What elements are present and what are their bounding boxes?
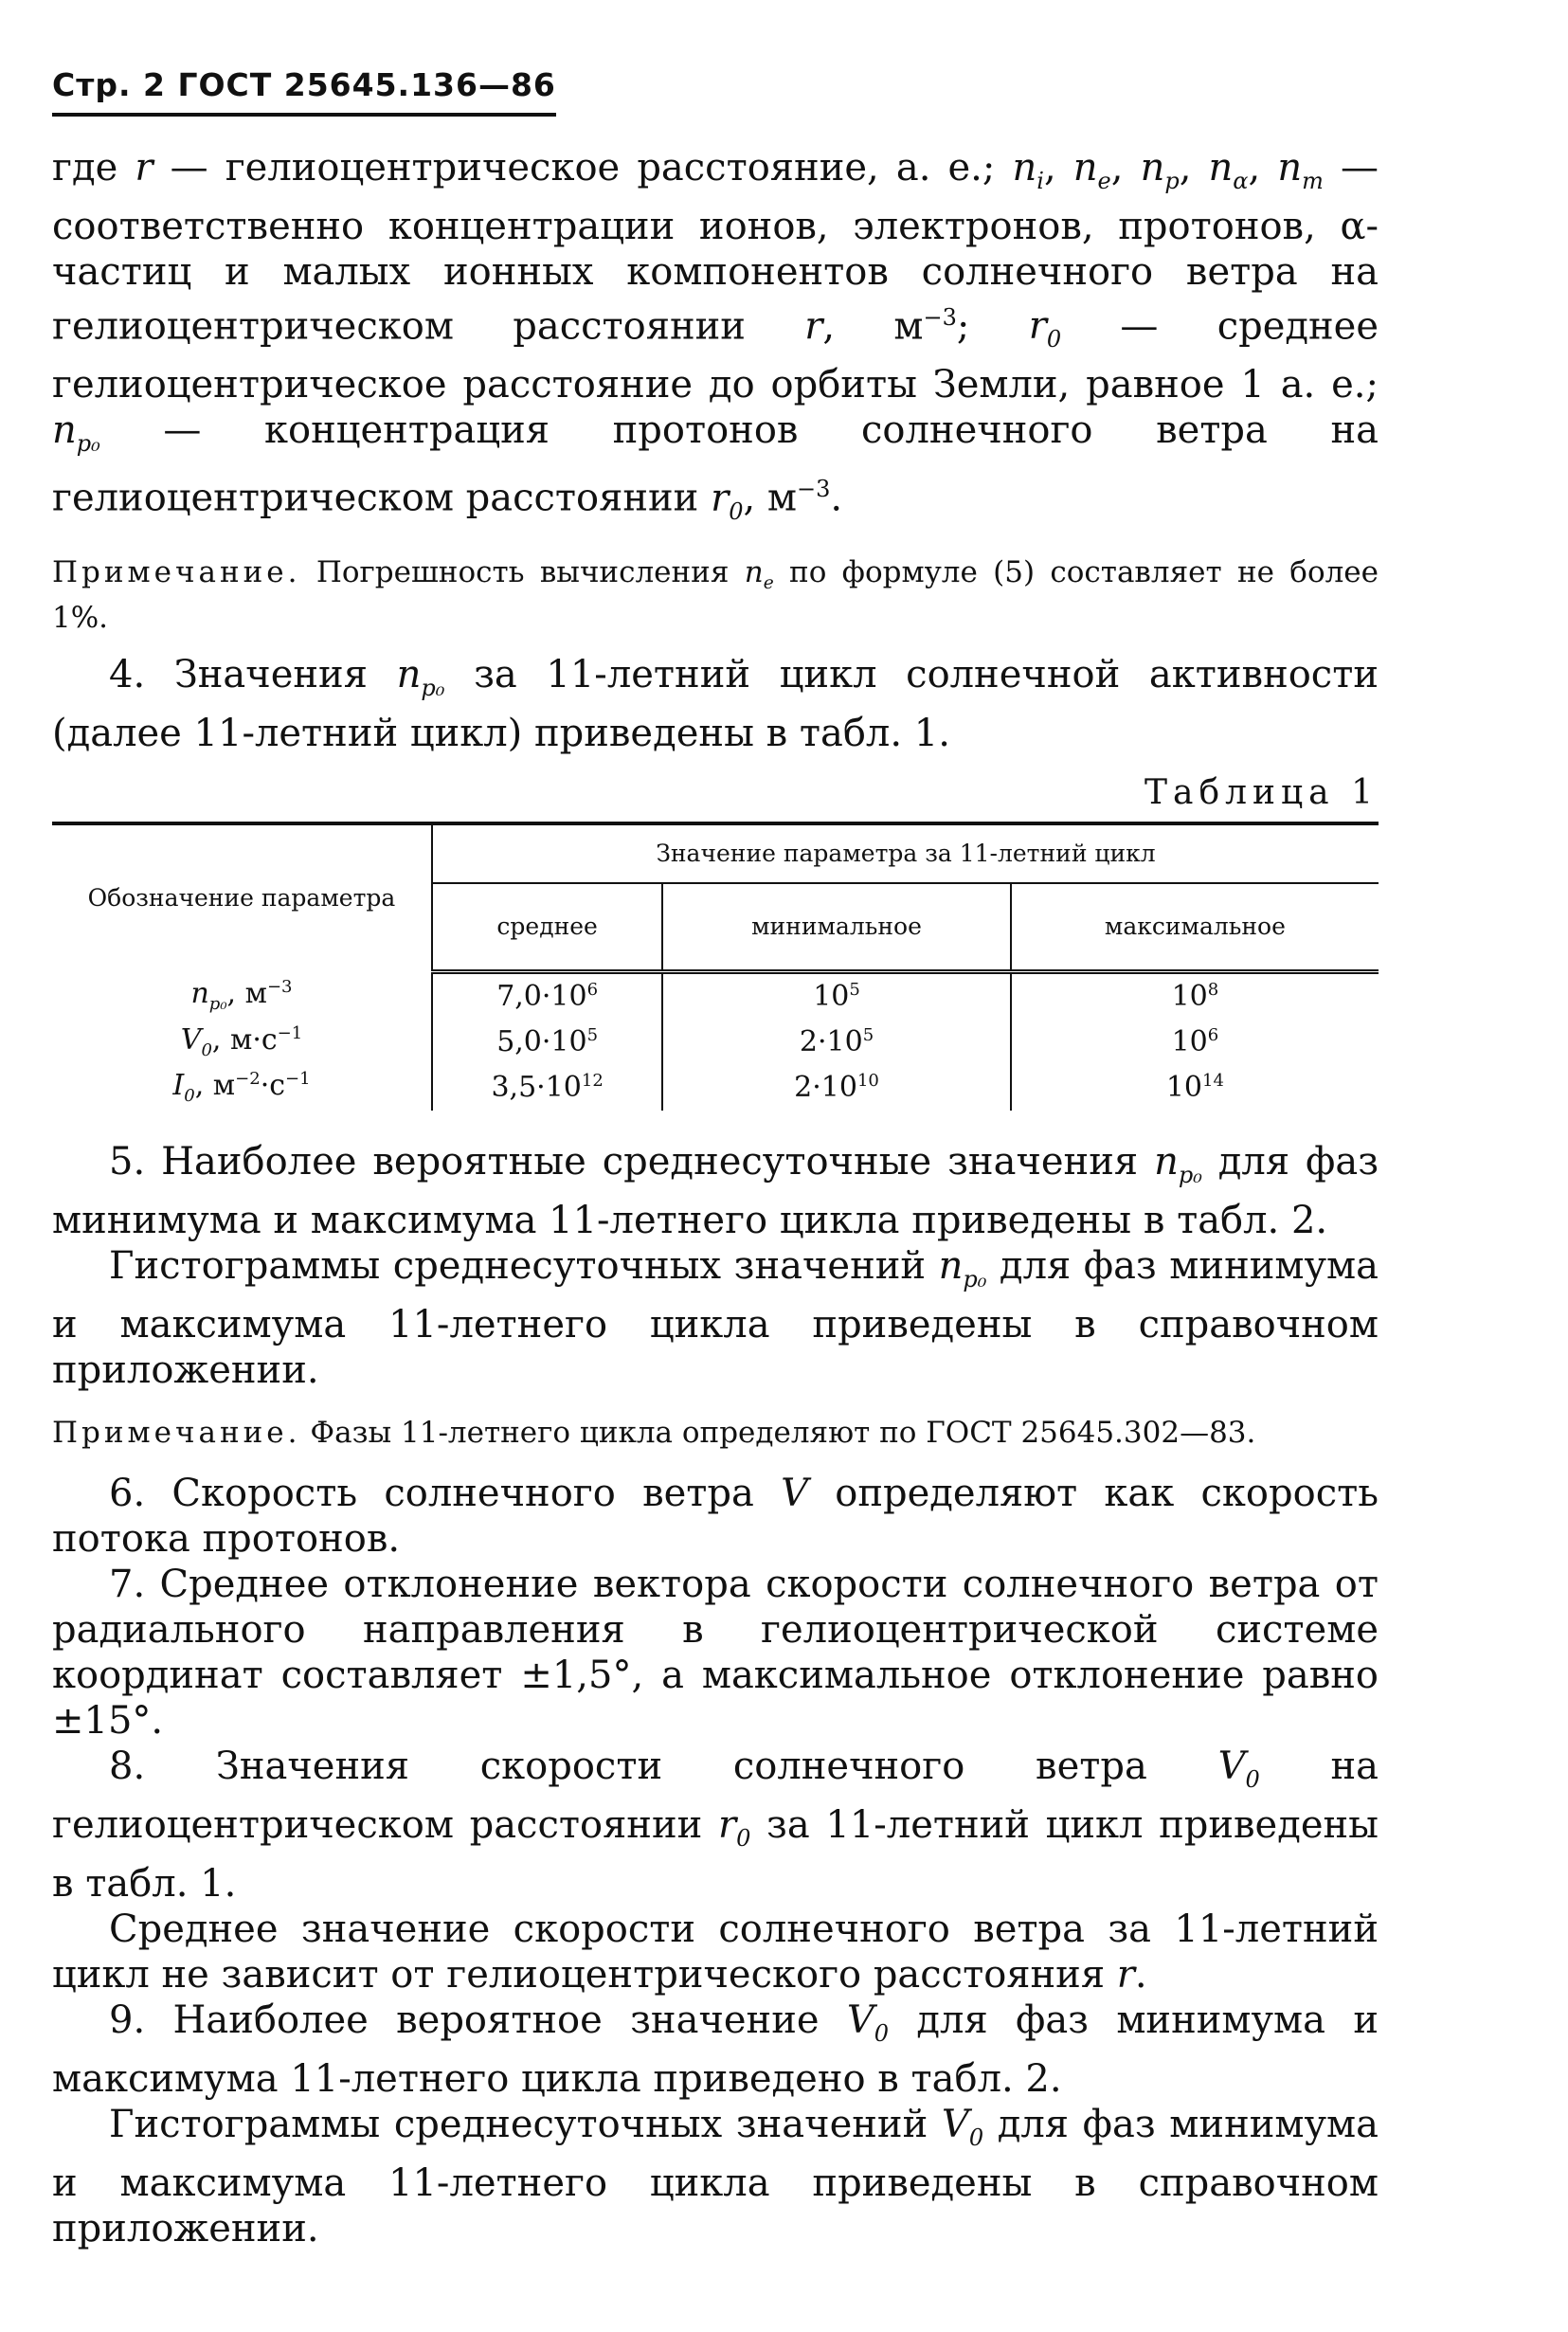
text: . [1134,1952,1147,1997]
text: 6. Скорость солнечного ветра [109,1471,754,1515]
text: Фазы 11-летнего цикла определяют по ГОСТ 25645.302—83. [300,1415,1256,1450]
text: — среднее гелиоцентрическое расстояние до орбиты Земли, равное 1 а. е.; [52,304,1379,407]
item-4 [52,652,1379,756]
symbol: V [781,1471,808,1515]
text: Гистограммы среднесуточных значений [109,2102,928,2146]
note-1 [52,555,1379,635]
text: для фаз минимума и максимума 11-летнего цикла приведены в табл. 2. [52,1139,1379,1242]
value-max: $10^{14}$ [1165,1071,1224,1105]
text: 8. Значения скорости солнечного ветра [109,1744,1147,1788]
column-header-min: минимальное [662,883,1011,972]
symbol: $r_0$ [717,1802,751,1852]
param-symbol: $I_0$, $м^{-2}\cdot с^{-1}$ [52,1065,432,1111]
group-header: Значение параметра за 11-летний цикл [432,823,1379,883]
symbol: $n_e$ [1072,146,1111,194]
symbol: $r_0$ [1028,304,1062,353]
text: . [830,476,843,520]
table-caption: Таблица 1 [1144,772,1379,812]
exponent: −3 [797,476,831,503]
value-mean: $3,5\cdot 10^{12}$ [432,1065,662,1111]
value-mean: $5,0\cdot 10^5$ [432,1020,662,1065]
symbol: $n_i$ [1012,146,1044,194]
page [52,66,1379,2251]
note-2 [52,1416,1379,1450]
item-5 [52,1139,1379,1243]
value-mean: $7,0\cdot 10^6$ [432,971,662,1020]
symbol: $V_0$ [941,2102,984,2151]
text: по формуле (5) составляет не более 1%. [52,554,1379,635]
header-text: Стр. 2 ГОСТ 25645.136—86 [52,66,556,103]
text: Погрешность вычисления [300,554,730,589]
parameters-table [52,822,1379,1111]
exponent: −3 [923,304,957,331]
param-header: Обозначение параметра [52,823,432,972]
definitions-paragraph: где r — гелиоцентрическое расстояние, а. е.; $n_i$, $n_e$, $n_p$, $n_\alpha$, $n_m$ — соответственно концентрации ионов, электронов, протонов, α-частиц и малых ионных компонентов солнечного ветра на гелиоцентрическом расстоянии r, $м^{-3}$; $r_0$ — среднее гелиоцентрическое расстояние до орбиты Земли, равное 1 а. е.; $n_{p_0}$ — концентрация протонов солнечного ветра на гелиоцентрическом расстоянии $r_0$, $м^{-3}$. [52,146,1379,525]
symbol: r [135,146,153,190]
histograms-paragraph-1 [52,1243,1379,1393]
value-min: $2\cdot 10^5$ [662,1020,1011,1065]
table-row [52,1020,1379,1065]
symbol: $n_{p_0}$ [1154,1139,1202,1188]
param-symbol: $n_{p_0}$, $м^{-3}$ [52,971,432,1020]
symbol: $n_\alpha$ [1208,146,1249,194]
value-min: $10^5$ [662,971,1011,1020]
column-header-max: максимальное [1011,883,1379,972]
symbol: $n_e$ [744,554,774,593]
table-row [52,1065,1379,1111]
text: — концентрация протонов солнечного ветра на гелиоцентрическом расстоянии [52,408,1379,520]
text: для фаз минимума и максимума 11-летнего цикла приведено в табл. 2. [52,1998,1379,2101]
param-symbol: $V_0$, $м\cdot с^{-1}$ [52,1020,432,1065]
text: , м [743,476,798,520]
text: за 11-летний цикл приведены в табл. 1. [52,1802,1379,1906]
text: для фаз минимума и максимума 11-летнего цикла приведены в справочном приложении. [52,2102,1379,2251]
mean-speed-paragraph [52,1907,1379,1998]
text: для фаз минимума и максимума 11-летнего цикла приведены в справочном приложении. [52,1243,1379,1392]
symbol: $V_0$ [1217,1744,1260,1793]
text: 9. Наиболее вероятное значение [109,1998,820,2042]
text: на гелиоцентрическом расстоянии [52,1744,1379,1847]
item-8 [52,1744,1379,1907]
text: 4. Значения [109,652,368,696]
item-6 [52,1471,1379,1562]
text: определяют как скорость потока протонов. [52,1471,1379,1561]
table-row [52,971,1379,1020]
value-max: $10^6$ [1171,1025,1219,1059]
item-7: 7. Среднее отклонение вектора скорости солнечного ветра от радиального направления в гелиоцентрической системе координат составляет ±1,5°, а максимальное отклонение равно ±15°. [52,1562,1379,1743]
symbol: $n_m$ [1277,146,1324,194]
symbol: $V_0$ [846,1998,890,2047]
symbol: $n_{p_0}$ [52,408,100,458]
text: за 11-летний цикл солнечной активности (далее 11-летний цикл) приведены в табл. 1. [52,652,1379,755]
text: Гистограммы среднесуточных значений [109,1243,927,1288]
column-header-mean: среднее [432,883,662,972]
text: где [52,146,118,190]
symbol: $n_p$ [1140,146,1180,194]
note-label: Примечание. [52,1415,301,1450]
symbol: r [804,304,823,349]
item-9 [52,1998,1379,2102]
page-header [52,66,556,117]
text: Среднее значение скорости солнечного ветра за 11-летний цикл не зависит от гелиоцентрического расстояния [52,1907,1379,1997]
text: ; [956,304,970,349]
symbol: $r_0$ [711,476,744,525]
text: , м [822,304,924,349]
value-min: $2\cdot 10^{10}$ [662,1065,1011,1111]
text: — соответственно концентрации ионов, электронов, протонов, α-частиц и малых ионных компонентов солнечного ветра на гелиоцентрическом расстоянии [52,146,1379,349]
value-max: $10^8$ [1171,980,1219,1014]
text: — гелиоцентрическое расстояние, а. е.; [153,146,996,190]
histograms-paragraph-2 [52,2102,1379,2251]
symbol: $n_{p_0}$ [396,652,445,701]
text: 5. Наиболее вероятные среднесуточные значения [109,1139,1139,1184]
note-label: Примечание. [52,554,301,589]
symbol: r [1116,1952,1135,1997]
symbol: $n_{p_0}$ [938,1243,987,1293]
